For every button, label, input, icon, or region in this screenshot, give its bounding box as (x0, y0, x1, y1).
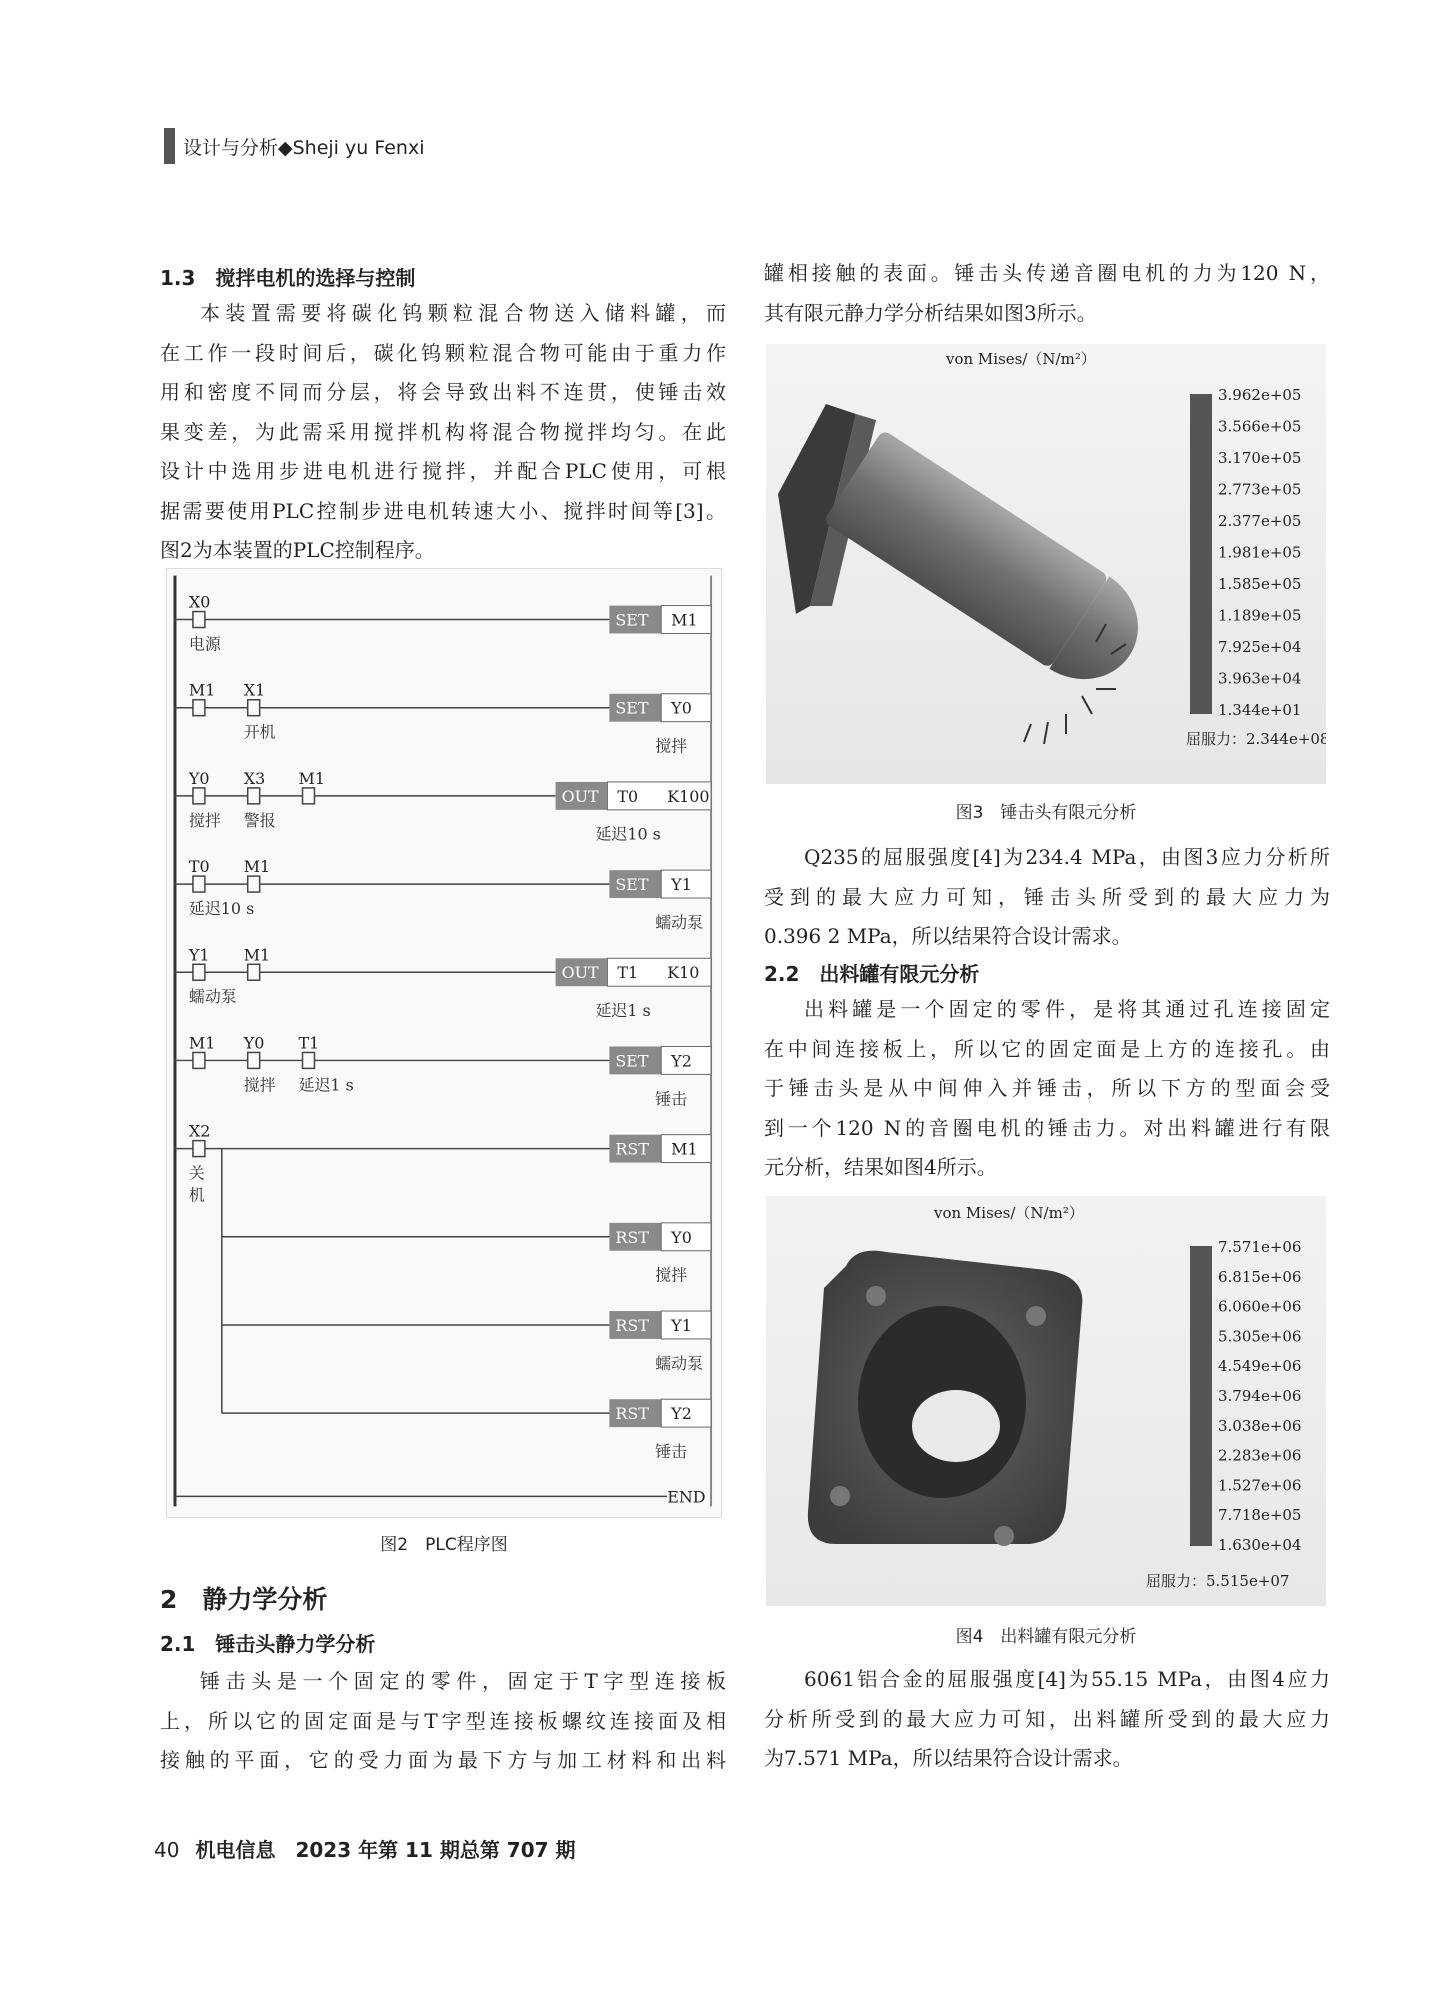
legend-value: 3.566e+05 (1218, 417, 1302, 436)
legend-value: 1.189e+05 (1218, 606, 1302, 625)
contact-label: 延迟10 s (188, 898, 255, 918)
fig3-yield-label: 屈服力：2.344e+08 (1186, 730, 1326, 748)
plc-ladder-diagram (166, 568, 722, 1518)
paragraph-line: 出料罐是一个固定的零件，是将其通过孔连接固定 (804, 997, 1330, 1021)
contact-label: 延迟1 s (298, 1075, 354, 1095)
paragraph-line: 到一个120 N的音圈电机的锤击力。对出料罐进行有限 (764, 1115, 1330, 1140)
paragraph-line: 6061铝合金的屈服强度[4]为55.15 MPa，由图4应力 (804, 1667, 1330, 1691)
running-header (164, 128, 424, 164)
hammer-head-fea-render (766, 344, 1326, 784)
legend-value: 4.549e+06 (1218, 1357, 1302, 1376)
contact-address: X3 (243, 768, 266, 788)
contact-address: X2 (188, 1121, 211, 1141)
figure-4-image (766, 1196, 1326, 1606)
contact-symbol (193, 876, 205, 892)
section-2-2-heading: 2.2 出料罐有限元分析 (764, 962, 980, 986)
contact-label: 警报 (243, 810, 276, 830)
paragraph-line: 本装置需要将碳化钨颗粒混合物送入储料罐，而 (200, 301, 726, 325)
fig3-legend-values (1218, 386, 1301, 719)
paragraph-line: 锤击头是一个固定的零件，固定于T字型连接板 (200, 1669, 726, 1693)
section-1-3-heading: 1.3 搅拌电机的选择与控制 (160, 266, 416, 290)
section-2-heading: 2 静力学分析 (160, 1585, 328, 1614)
alloy-6061-paragraph (764, 1660, 1330, 1779)
legend-value: 3.038e+06 (1218, 1416, 1302, 1435)
paragraph-line: 上，所以它的固定面是与T字型连接板螺纹连接面及相 (160, 1708, 726, 1733)
paragraph-line: 设计中选用步进电机进行搅拌，并配合PLC使用，可根 (160, 459, 726, 483)
contact-address: X0 (188, 592, 211, 612)
paragraph-line: 果变差，为此需采用搅拌机构将混合物搅拌均匀。在此 (160, 419, 726, 444)
section-2-1-heading: 2.1 锤击头静力学分析 (160, 1632, 376, 1656)
paragraph-line: 分析所受到的最大应力可知，出料罐所受到的最大应力 (764, 1706, 1330, 1731)
contact-label: 蠕动泵 (188, 987, 237, 1007)
coil-operand: Y1 (671, 1315, 692, 1335)
legend-value: 3.170e+05 (1218, 449, 1302, 467)
section-2-1-body (160, 1662, 726, 1781)
paragraph-line: 于锤击头是从中间伸入并锤击，所以下方的型面会受 (764, 1076, 1330, 1100)
coil-operand: Y0 (671, 1227, 692, 1247)
contact-address: M1 (188, 680, 216, 700)
paragraph-line: 罐相接触的表面。锤击头传递音圈电机的力为120 N， (764, 261, 1330, 285)
paragraph-line: 图2为本装置的PLC控制程序。 (160, 538, 435, 562)
contact-symbol (303, 1052, 315, 1068)
contact-symbol (193, 700, 205, 716)
paragraph-line: Q235的屈服强度[4]为234.4 MPa，由图3应力分析所 (804, 845, 1330, 869)
contact-address: M1 (243, 857, 271, 877)
coil-constant: K100 (667, 786, 710, 806)
fig3-legend-title: von Mises/（N/m²） (946, 350, 1096, 368)
contact-symbol (193, 1141, 205, 1157)
contact-address: Y0 (188, 768, 210, 788)
coil-instruction: OUT (561, 786, 599, 806)
coil-instruction: SET (615, 610, 649, 630)
figure-4-caption: 图4 出料罐有限元分析 (955, 1627, 1137, 1647)
q235-paragraph (764, 838, 1330, 957)
contact-symbol (193, 964, 205, 980)
coil-instruction: RST (615, 1315, 649, 1335)
legend-value: 6.060e+06 (1218, 1297, 1302, 1316)
legend-value: 3.794e+06 (1218, 1387, 1302, 1405)
paragraph-line: 在中间连接板上，所以它的固定面是上方的连接孔。由 (764, 1036, 1330, 1061)
coil-instruction: SET (615, 1051, 649, 1071)
legend-value: 2.377e+05 (1218, 512, 1302, 530)
coil-operand: M1 (671, 1139, 698, 1159)
contact-symbol (193, 788, 205, 804)
coil-note: 搅拌 (655, 736, 688, 756)
contact-address: M1 (188, 1033, 216, 1053)
paragraph-line: 接触的平面，它的受力面为最下方与加工材料和出料 (160, 1748, 726, 1772)
contact-label: 搅拌 (188, 810, 221, 830)
paragraph-line: 在工作一段时间后，碳化钨颗粒混合物可能由于重力作 (160, 340, 726, 365)
coil-instruction: RST (615, 1139, 649, 1159)
legend-value: 3.963e+04 (1218, 669, 1302, 688)
legend-value: 1.981e+05 (1218, 543, 1302, 562)
coil-instruction: RST (615, 1404, 649, 1424)
discharge-tank-fea-render (766, 1196, 1326, 1606)
paragraph-line: 元分析，结果如图4所示。 (764, 1155, 997, 1179)
page-footer (154, 1834, 576, 1863)
coil-note: 锤击 (655, 1089, 688, 1109)
coil-note: 锤击 (655, 1442, 688, 1462)
section-2-2-body (764, 990, 1330, 1188)
coil-note: 搅拌 (655, 1265, 688, 1285)
paragraph-line: 据需要使用PLC控制步进电机转速大小、搅拌时间等[3]。 (160, 498, 726, 523)
coil-operand: T1 (617, 963, 639, 983)
fig4-colorbar (1190, 1246, 1212, 1546)
contact-symbol (193, 1052, 205, 1068)
coil-constant: K10 (667, 963, 700, 983)
header-section-label: 设计与分析◆Sheji yu Fenxi (183, 136, 425, 159)
legend-value: 7.925e+04 (1218, 638, 1302, 656)
legend-value: 5.305e+06 (1218, 1327, 1302, 1346)
legend-value: 1.527e+06 (1218, 1476, 1302, 1495)
contact-symbol (248, 876, 260, 892)
header-bar (164, 128, 175, 164)
contact-symbol (303, 788, 315, 804)
section-1-3-body (160, 294, 726, 571)
coil-note: 蠕动泵 (655, 1353, 704, 1373)
contact-address: M1 (243, 945, 271, 965)
contact-address: Y0 (243, 1033, 265, 1053)
paragraph-line: 用和密度不同而分层，将会导致出料不连贯，使锤击效 (160, 380, 726, 404)
coil-operand: Y2 (671, 1051, 692, 1071)
plc-ladder-svg (167, 569, 721, 1517)
contact-address: T0 (188, 857, 210, 877)
legend-value: 2.773e+05 (1218, 480, 1302, 499)
coil-note: 蠕动泵 (655, 912, 704, 932)
coil-instruction: SET (615, 698, 649, 718)
coil-instruction: OUT (561, 963, 599, 983)
paragraph-line: 0.396 2 MPa，所以结果符合设计需求。 (764, 924, 1132, 948)
fig4-yield-label: 屈服力：5.515e+07 (1146, 1572, 1290, 1590)
coil-note: 延迟1 s (595, 1001, 651, 1021)
fig4-legend-title: von Mises/（N/m²） (934, 1204, 1084, 1222)
contact-symbol (248, 1052, 260, 1068)
contact-address: M1 (298, 768, 325, 788)
end-instruction: END (667, 1487, 706, 1507)
coil-operand: M1 (671, 610, 698, 630)
coil-operand: T0 (617, 786, 639, 806)
contact-symbol (248, 964, 260, 980)
legend-value: 1.630e+04 (1218, 1536, 1302, 1554)
coil-note: 延迟10 s (595, 824, 661, 844)
coil-instruction: RST (615, 1227, 649, 1247)
paragraph-line: 为7.571 MPa，所以结果符合设计需求。 (764, 1746, 1133, 1770)
contact-symbol (248, 700, 260, 716)
coil-instruction: SET (615, 875, 649, 895)
contact-address: Y1 (188, 945, 210, 965)
contact-label: 搅拌 (243, 1075, 276, 1095)
contact-label: 电源 (188, 634, 221, 654)
right-intro (764, 254, 1330, 333)
legend-value: 2.283e+06 (1218, 1446, 1302, 1465)
contact-address: T1 (298, 1033, 320, 1053)
contact-label: 关 (188, 1163, 205, 1183)
paragraph-line: 受到的最大应力可知，锤击头所受到的最大应力为 (764, 884, 1330, 909)
figure-2-caption: 图2 PLC程序图 (380, 1535, 508, 1555)
legend-value: 1.344e+01 (1218, 701, 1302, 719)
page-number: 40 (154, 1838, 180, 1862)
legend-value: 7.571e+06 (1218, 1238, 1302, 1256)
contact-label: 开机 (243, 722, 276, 742)
contact-symbol (193, 612, 205, 628)
coil-operand: Y1 (671, 875, 692, 895)
legend-value: 3.962e+05 (1218, 386, 1302, 404)
legend-value: 6.815e+06 (1218, 1267, 1302, 1286)
fig3-colorbar (1190, 394, 1212, 714)
coil-operand: Y0 (671, 698, 692, 718)
contact-symbol (248, 788, 260, 804)
figure-3-image (766, 344, 1326, 784)
coil-operand: Y2 (671, 1404, 692, 1424)
contact-address: X1 (243, 680, 266, 700)
figure-3-caption: 图3 锤击头有限元分析 (955, 803, 1137, 823)
journal-issue: 机电信息 2023 年第 11 期总第 707 期 (195, 1838, 576, 1862)
legend-value: 7.718e+05 (1218, 1506, 1302, 1525)
fig4-legend-values (1218, 1238, 1301, 1554)
contact-label: 机 (188, 1185, 205, 1205)
paragraph-line: 其有限元静力学分析结果如图3所示。 (764, 300, 1097, 325)
legend-value: 1.585e+05 (1218, 575, 1302, 593)
